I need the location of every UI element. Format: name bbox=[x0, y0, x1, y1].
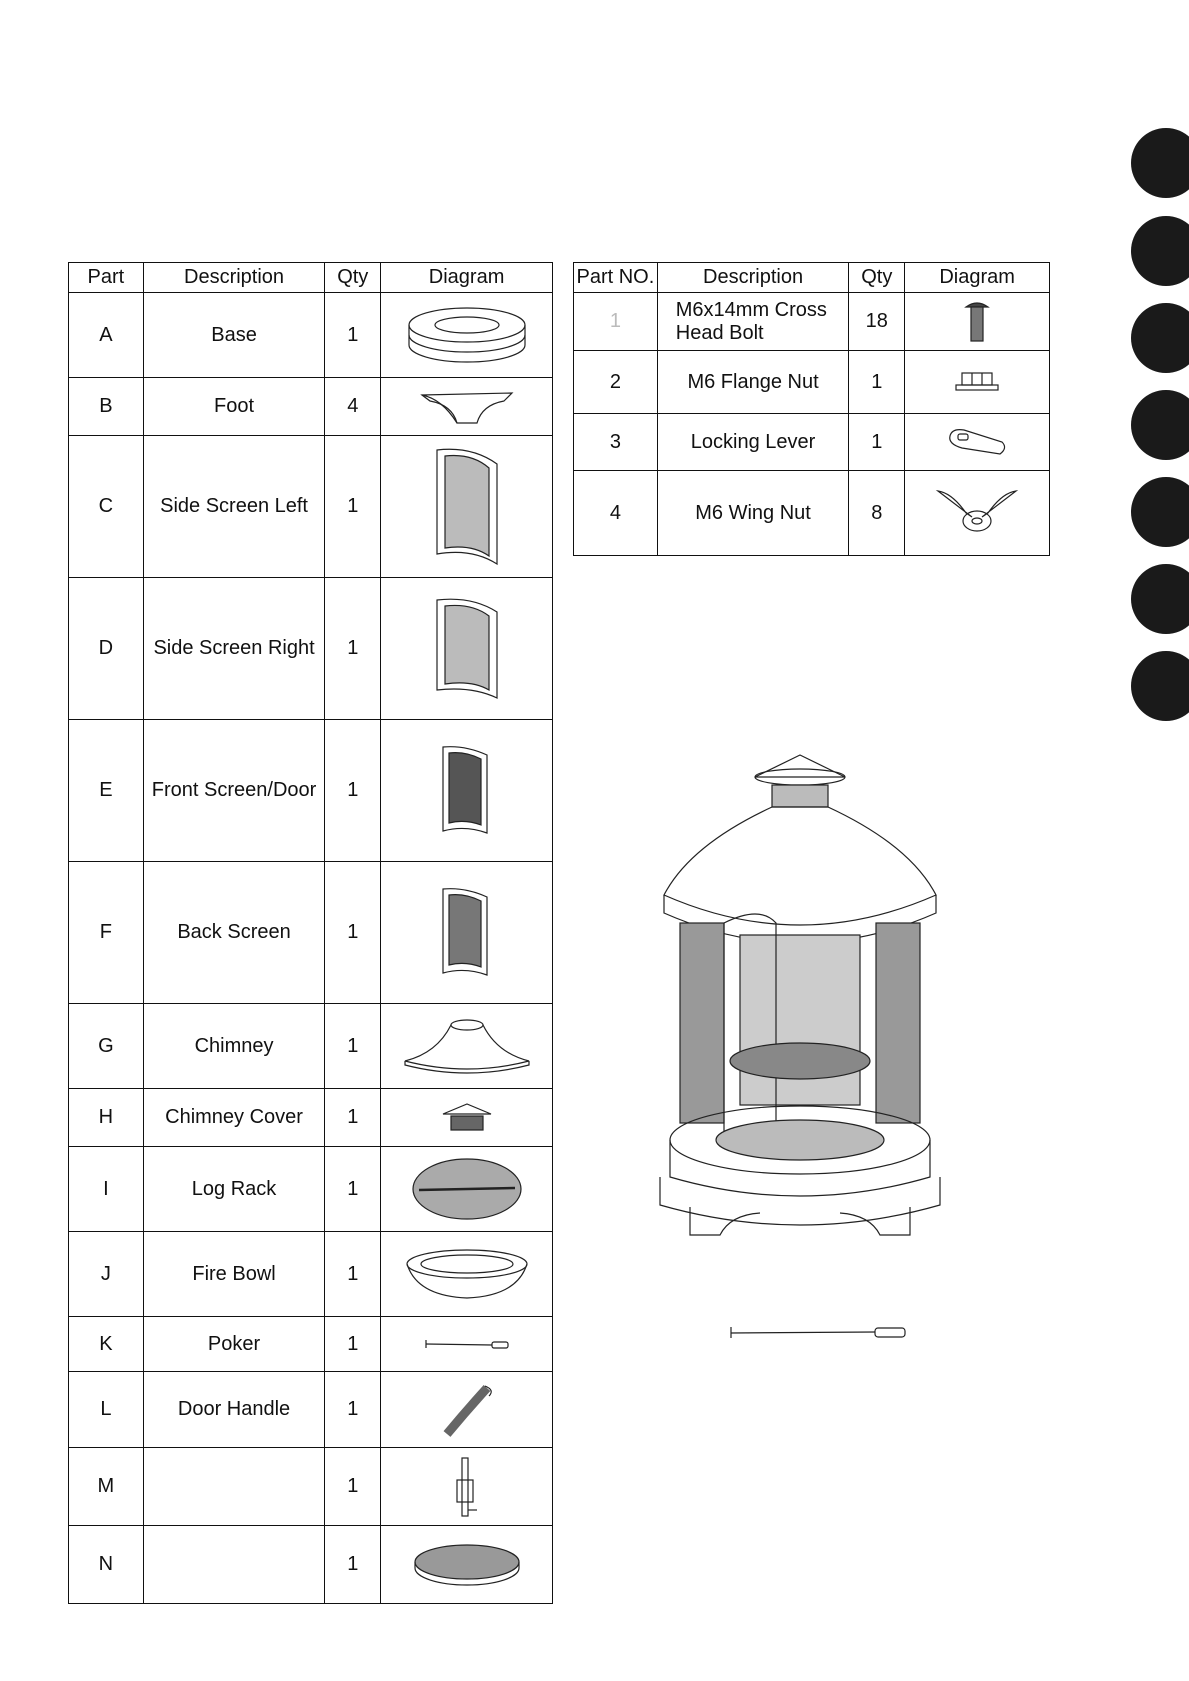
part-qty: 1 bbox=[325, 1232, 381, 1317]
section-tab bbox=[1131, 477, 1189, 547]
header-part-no: Part NO. bbox=[574, 263, 658, 293]
header-qty: Qty bbox=[325, 263, 381, 293]
section-tab bbox=[1131, 128, 1189, 198]
part-description: Side Screen Left bbox=[143, 436, 325, 578]
part-description: Base bbox=[143, 293, 325, 378]
section-tab bbox=[1131, 564, 1189, 634]
part-letter: L bbox=[69, 1372, 144, 1448]
bracket-icon bbox=[447, 1454, 487, 1520]
part-description: M6x14mm Cross Head Bolt bbox=[657, 293, 849, 351]
table-row bbox=[574, 293, 1050, 351]
base-icon bbox=[402, 300, 532, 370]
part-description: Foot bbox=[143, 378, 325, 436]
part-qty: 1 bbox=[325, 1147, 381, 1232]
part-description: Locking Lever bbox=[657, 414, 849, 471]
part-qty: 1 bbox=[325, 436, 381, 578]
parts-table-header bbox=[69, 263, 553, 293]
section-tab bbox=[1131, 303, 1189, 373]
log-rack-icon bbox=[407, 1154, 527, 1224]
part-description bbox=[143, 1448, 325, 1526]
table-row bbox=[69, 378, 553, 436]
part-qty: 1 bbox=[325, 1448, 381, 1526]
table-row bbox=[574, 414, 1050, 471]
part-description: Fire Bowl bbox=[143, 1232, 325, 1317]
part-letter: H bbox=[69, 1089, 144, 1147]
part-letter: N bbox=[69, 1526, 144, 1604]
part-description: Chimney Cover bbox=[143, 1089, 325, 1147]
section-tab bbox=[1131, 390, 1189, 460]
part-letter: D bbox=[69, 578, 144, 720]
table-row bbox=[69, 1526, 553, 1604]
part-letter: K bbox=[69, 1317, 144, 1372]
table-row bbox=[69, 862, 553, 1004]
header-diagram: Diagram bbox=[381, 263, 553, 293]
part-qty: 1 bbox=[325, 1526, 381, 1604]
side-screen-left-icon bbox=[427, 444, 507, 570]
wing-nut-icon bbox=[932, 483, 1022, 543]
table-row bbox=[69, 578, 553, 720]
chimney-icon bbox=[397, 1013, 537, 1079]
header-description: Description bbox=[143, 263, 325, 293]
part-number: 3 bbox=[574, 414, 658, 471]
part-letter: G bbox=[69, 1004, 144, 1089]
header-qty: Qty bbox=[849, 263, 905, 293]
part-letter: A bbox=[69, 293, 144, 378]
poker-icon bbox=[422, 1334, 512, 1354]
part-qty: 18 bbox=[849, 293, 905, 351]
part-letter: I bbox=[69, 1147, 144, 1232]
part-qty: 8 bbox=[849, 471, 905, 556]
header-description: Description bbox=[657, 263, 849, 293]
table-row bbox=[69, 1004, 553, 1089]
part-description: Log Rack bbox=[143, 1147, 325, 1232]
front-screen-icon bbox=[435, 743, 499, 839]
part-qty: 1 bbox=[849, 351, 905, 414]
part-qty: 1 bbox=[325, 862, 381, 1004]
chimney-cover-icon bbox=[437, 1100, 497, 1136]
flange-nut-icon bbox=[952, 369, 1002, 395]
table-row bbox=[574, 471, 1050, 556]
part-letter: C bbox=[69, 436, 144, 578]
part-description: Poker bbox=[143, 1317, 325, 1372]
table-row bbox=[69, 1232, 553, 1317]
back-screen-icon bbox=[435, 885, 499, 981]
bolt-icon bbox=[962, 299, 992, 345]
part-qty: 1 bbox=[849, 414, 905, 471]
fire-bowl-icon bbox=[402, 1244, 532, 1304]
part-qty: 1 bbox=[325, 1004, 381, 1089]
hardware-table bbox=[573, 262, 1050, 556]
part-letter: J bbox=[69, 1232, 144, 1317]
table-row bbox=[69, 1448, 553, 1526]
side-screen-right-icon bbox=[427, 594, 507, 704]
part-qty: 1 bbox=[325, 720, 381, 862]
section-tab bbox=[1131, 216, 1189, 286]
part-qty: 1 bbox=[325, 578, 381, 720]
part-description bbox=[143, 1526, 325, 1604]
part-description: Back Screen bbox=[143, 862, 325, 1004]
part-description: Front Screen/Door bbox=[143, 720, 325, 862]
hardware-table-header bbox=[574, 263, 1050, 293]
part-letter: M bbox=[69, 1448, 144, 1526]
part-qty: 1 bbox=[325, 293, 381, 378]
part-qty: 4 bbox=[325, 378, 381, 436]
part-description: Side Screen Right bbox=[143, 578, 325, 720]
poker-illustration bbox=[725, 1322, 910, 1342]
part-qty: 1 bbox=[325, 1317, 381, 1372]
part-description: M6 Flange Nut bbox=[657, 351, 849, 414]
foot-icon bbox=[412, 385, 522, 429]
table-row bbox=[69, 436, 553, 578]
grate-icon bbox=[407, 1540, 527, 1590]
locking-lever-icon bbox=[942, 424, 1012, 460]
part-letter: F bbox=[69, 862, 144, 1004]
part-number: 4 bbox=[574, 471, 658, 556]
part-description: M6 Wing Nut bbox=[657, 471, 849, 556]
header-part: Part bbox=[69, 263, 144, 293]
table-row bbox=[69, 1147, 553, 1232]
door-handle-icon bbox=[437, 1380, 497, 1440]
parts-table bbox=[68, 262, 553, 1604]
table-row bbox=[69, 1372, 553, 1448]
table-row bbox=[69, 1317, 553, 1372]
header-diagram: Diagram bbox=[905, 263, 1050, 293]
part-qty: 1 bbox=[325, 1089, 381, 1147]
table-row bbox=[69, 720, 553, 862]
part-number: 2 bbox=[574, 351, 658, 414]
section-tab bbox=[1131, 651, 1189, 721]
part-letter: B bbox=[69, 378, 144, 436]
part-description: Chimney bbox=[143, 1004, 325, 1089]
part-qty: 1 bbox=[325, 1372, 381, 1448]
table-row bbox=[574, 351, 1050, 414]
table-row bbox=[69, 1089, 553, 1147]
assembled-fire-pit-illustration bbox=[650, 745, 980, 1255]
part-description: Door Handle bbox=[143, 1372, 325, 1448]
part-letter: E bbox=[69, 720, 144, 862]
part-number: 1 bbox=[574, 293, 658, 351]
table-row bbox=[69, 293, 553, 378]
